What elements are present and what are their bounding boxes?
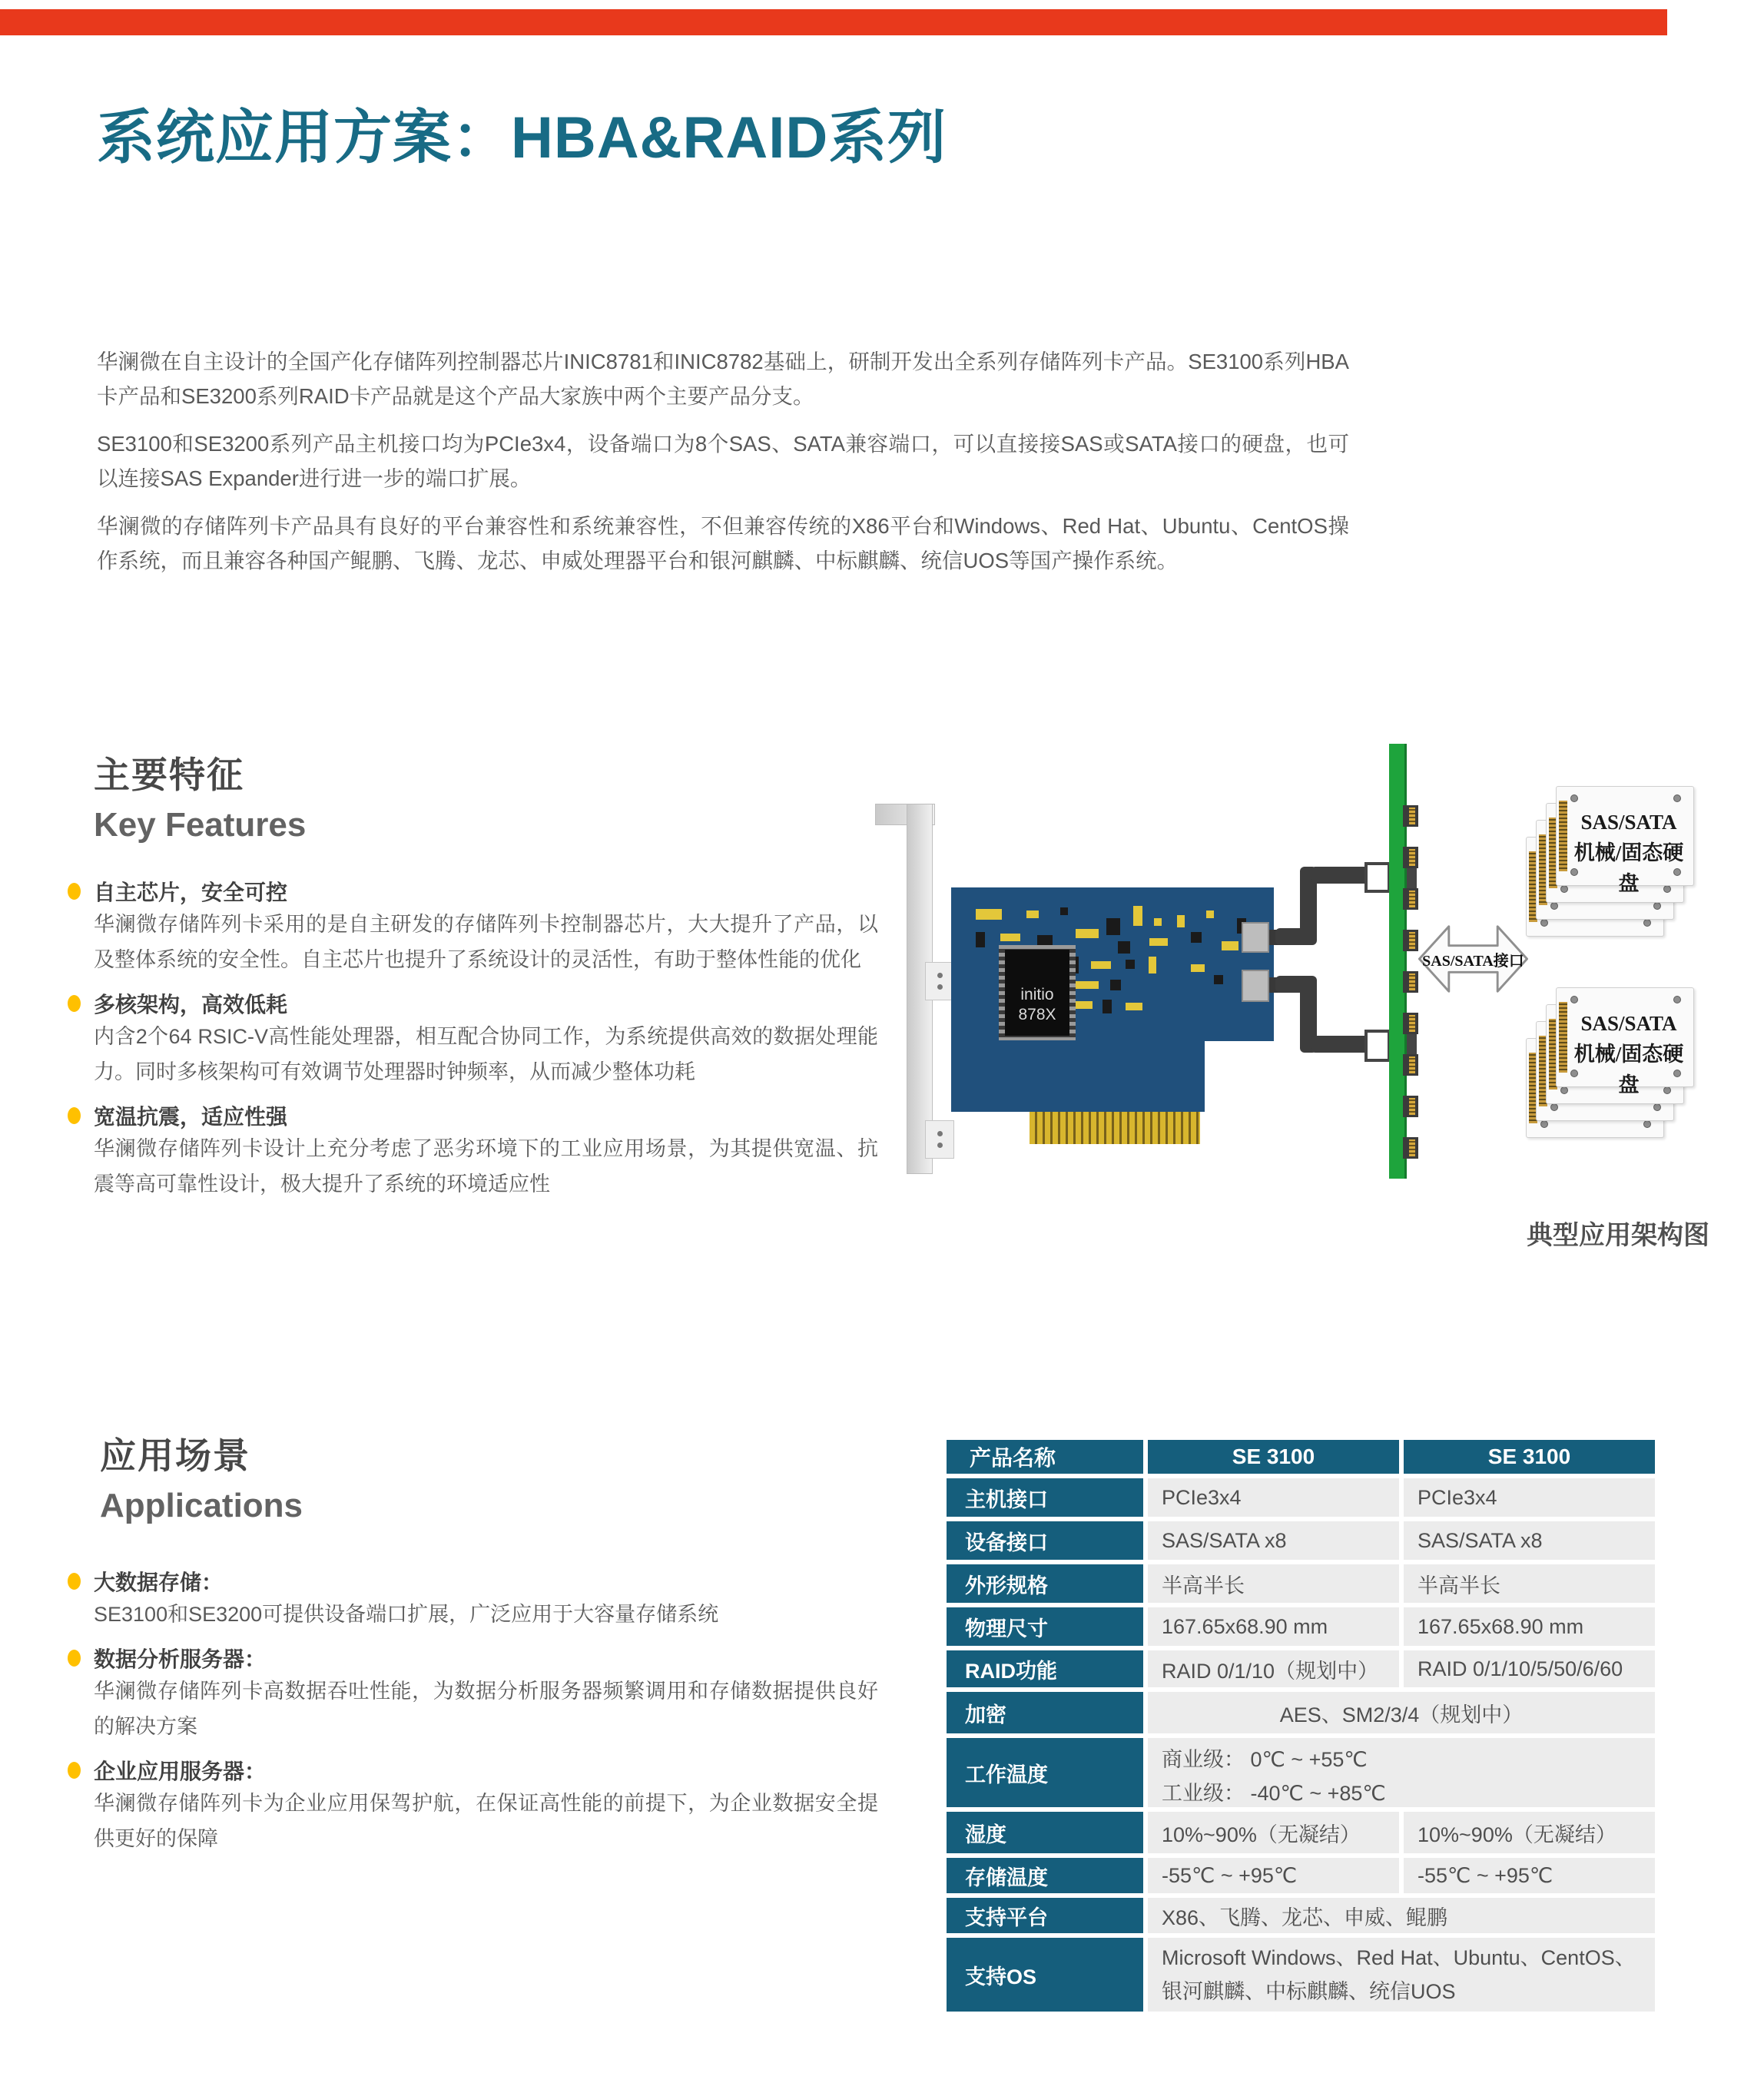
table-cell: PCIe3x4: [1148, 1478, 1399, 1517]
backplane-connector-icon: [1403, 888, 1418, 910]
card-port-connector: [1242, 922, 1269, 953]
table-cell: SAS/SATA x8: [1404, 1521, 1655, 1560]
screw-icon: [1673, 996, 1681, 1003]
backplane-connector-icon: [1403, 1054, 1418, 1076]
table-cell: 10%~90%（无凝结）: [1404, 1812, 1655, 1853]
table-header-cell: SE 3100: [1404, 1440, 1655, 1474]
screw-icon: [1570, 996, 1578, 1003]
backplane-connector-icon: [1403, 1137, 1418, 1159]
bullet-icon: [68, 1762, 81, 1779]
application-item: [68, 1643, 878, 1744]
table-cell: PCIe3x4: [1404, 1478, 1655, 1517]
screw-icon: [1643, 919, 1651, 927]
intro-paragraph-3: 华澜微的存储阵列卡产品具有良好的平台兼容性和系统兼容性，不但兼容传统的X86平台和Windows、Red Hat、Ubuntu、CentOS操作系统，而且兼容各种国产鲲鹏、飞腾、龙芯、申威处理器平台和银河麒麟、中标麒麟、统信UOS等国产操作系统。: [97, 514, 1349, 572]
table-row-label: 加密: [947, 1692, 1143, 1733]
disk-connector-pins: [1559, 801, 1567, 871]
table-row-label: 湿度: [947, 1812, 1143, 1853]
intro-paragraphs: [97, 344, 1349, 591]
feature-item: [68, 988, 878, 1090]
feature-body: 内含2个64 RSIC-V高性能处理器，相互配合协同工作，为系统提供高效的数据处理能力。同时多核架构可有效调节处理器时钟频率，从而减少整体功耗: [94, 1025, 878, 1083]
screw-icon: [1673, 794, 1681, 802]
applications-heading: [100, 1428, 303, 1525]
application-item: [68, 1566, 878, 1632]
backplane-connector-icon: [1403, 1013, 1418, 1034]
top-accent-bar: [0, 9, 1667, 35]
application-body: SE3100和SE3200可提供设备端口扩展，广泛应用于大容量存储系统: [94, 1603, 719, 1626]
disk-stack-label: SAS/SATA 机械/固态硬盘: [1573, 811, 1684, 895]
table-cell: SAS/SATA x8: [1148, 1521, 1399, 1560]
bullet-icon: [68, 1107, 81, 1124]
controller-chip: [999, 945, 1076, 1040]
applications-heading-zh: 应用场景: [100, 1435, 250, 1476]
pcie-gold-fingers: [1030, 1112, 1200, 1144]
table-cell: 167.65x68.90 mm: [1148, 1607, 1399, 1646]
application-body: 华澜微存储阵列卡为企业应用保驾护航，在保证高性能的前提下，为企业数据安全提供更好的保障: [94, 1792, 878, 1850]
applications-heading-en: Applications: [100, 1487, 303, 1524]
table-cell: RAID 0/1/10（规划中）: [1148, 1650, 1399, 1687]
controller-chip-label: initio 878X: [1005, 950, 1069, 1036]
screw-icon: [1540, 1120, 1548, 1128]
table-cell: RAID 0/1/10/5/50/6/60: [1404, 1650, 1655, 1687]
screw-icon: [1550, 1103, 1558, 1111]
table-cell: 10%~90%（无凝结）: [1148, 1812, 1399, 1853]
backplane-connector-icon: [1403, 971, 1418, 993]
applications-list: [68, 1566, 878, 1867]
table-cell-merged: AES、SM2/3/4（规划中）: [1148, 1692, 1655, 1733]
table-cell: 半高半长: [1404, 1564, 1655, 1603]
diagram-caption: 典型应用架构图: [1527, 1221, 1709, 1250]
arrow-label: SAS/SATA接口: [1422, 952, 1524, 970]
table-row-label: 外形规格: [947, 1564, 1143, 1603]
disk-connector-pins: [1559, 1002, 1567, 1073]
key-features-heading: [94, 747, 306, 844]
feature-title: 多核架构，高效低耗: [94, 993, 288, 1017]
table-row-label: 物理尺寸: [947, 1607, 1143, 1646]
card-port-connector: [1242, 970, 1269, 1002]
table-row-label: 存储温度: [947, 1858, 1143, 1893]
disk-front: [1556, 987, 1694, 1096]
key-features-heading-zh: 主要特征: [94, 755, 244, 795]
application-title: 数据分析服务器：: [94, 1647, 267, 1671]
table-cell-merged: 商业级： 0℃ ~ +55℃ 工业级： -40℃ ~ +85℃: [1148, 1738, 1655, 1807]
table-header-cell: SE 3100: [1148, 1440, 1399, 1474]
bullet-icon: [68, 1573, 81, 1590]
table-cell: 半高半长: [1148, 1564, 1399, 1603]
intro-paragraph-1: 华澜微在自主设计的全国产化存储阵列控制器芯片INIC8781和INIC8782基础上，研制开发出全系列存储阵列卡产品。SE3100系列HBA卡产品和SE3200系列RAID卡产品就是这个产品大家族中两个主要产品分支。: [97, 350, 1349, 408]
bracket-screw-tab: [925, 1120, 954, 1159]
key-features-heading-en: Key Features: [94, 806, 307, 844]
bullet-icon: [68, 1650, 81, 1667]
table-header-cell: 产品名称: [947, 1440, 1143, 1474]
screw-icon: [1540, 919, 1548, 927]
feature-body: 华澜微存储阵列卡采用的是自主研发的存储阵列卡控制器芯片，大大提升了产品，以及整体系统的安全性。自主芯片也提升了系统设计的灵活性，有助于整体性能的优化: [94, 913, 878, 971]
table-row-label: RAID功能: [947, 1650, 1143, 1687]
feature-title: 宽温抗震，适应性强: [94, 1105, 288, 1129]
table-row-label: 支持OS: [947, 1938, 1143, 2012]
screw-icon: [1643, 1120, 1651, 1128]
screw-icon: [1653, 902, 1661, 910]
table-cell: -55℃ ~ +95℃: [1148, 1858, 1399, 1893]
screw-icon: [1653, 1103, 1661, 1111]
application-title: 大数据存储：: [94, 1571, 224, 1594]
feature-title: 自主芯片，安全可控: [94, 881, 288, 904]
intro-paragraph-2: SE3100和SE3200系列产品主机接口均为PCIe3x4，设备端口为8个SAS、SATA兼容端口，可以直接接SAS或SATA接口的硬盘，也可以连接SAS Expander进行进一步的端口扩展。: [97, 432, 1349, 490]
table-cell: -55℃ ~ +95℃: [1404, 1858, 1655, 1893]
application-body: 华澜微存储阵列卡高数据吞吐性能，为数据分析服务器频繁调用和存储数据提供良好的解决方案: [94, 1680, 878, 1738]
bullet-icon: [68, 995, 81, 1012]
backplane-connector-icon: [1403, 805, 1418, 827]
hba-card-pcb-lower: [951, 1040, 1205, 1112]
bracket-screw-tab: [925, 962, 954, 1000]
page-title: 系统应用方案：HBA&RAID系列: [97, 105, 947, 171]
backplane-connector-icon: [1403, 847, 1418, 868]
feature-item: [68, 1100, 878, 1202]
table-row-label: 主机接口: [947, 1478, 1143, 1517]
spec-table: [947, 1440, 1655, 2012]
sas-cable: [1311, 867, 1369, 884]
disk-front: [1556, 786, 1694, 895]
table-row-label: 支持平台: [947, 1898, 1143, 1933]
feature-body: 华澜微存储阵列卡设计上充分考虑了恶劣环境下的工业应用场景，为其提供宽温、抗震等高可靠性设计，极大提升了系统的环境适应性: [94, 1137, 878, 1196]
table-row-label: 设备接口: [947, 1521, 1143, 1560]
sas-cable: [1311, 1036, 1369, 1053]
bullet-icon: [68, 883, 81, 900]
table-cell-merged: Microsoft Windows、Red Hat、Ubuntu、CentOS、银河麒麟、中标麒麟、统信UOS: [1148, 1938, 1655, 2012]
feature-item: [68, 876, 878, 977]
table-row-label: 工作温度: [947, 1738, 1143, 1807]
backplane-connector-icon: [1403, 930, 1418, 951]
application-item: [68, 1755, 878, 1856]
sas-sata-interface-arrow: [1418, 922, 1529, 996]
backplane-connector-icon: [1403, 1096, 1418, 1117]
screw-icon: [1570, 794, 1578, 802]
screw-icon: [1550, 902, 1558, 910]
table-cell: 167.65x68.90 mm: [1404, 1607, 1655, 1646]
table-cell-merged: X86、飞腾、龙芯、申威、鲲鹏: [1148, 1898, 1655, 1933]
application-title: 企业应用服务器：: [94, 1760, 267, 1783]
disk-stack-label: SAS/SATA 机械/固态硬盘: [1573, 1012, 1684, 1096]
key-features-list: [68, 876, 878, 1212]
